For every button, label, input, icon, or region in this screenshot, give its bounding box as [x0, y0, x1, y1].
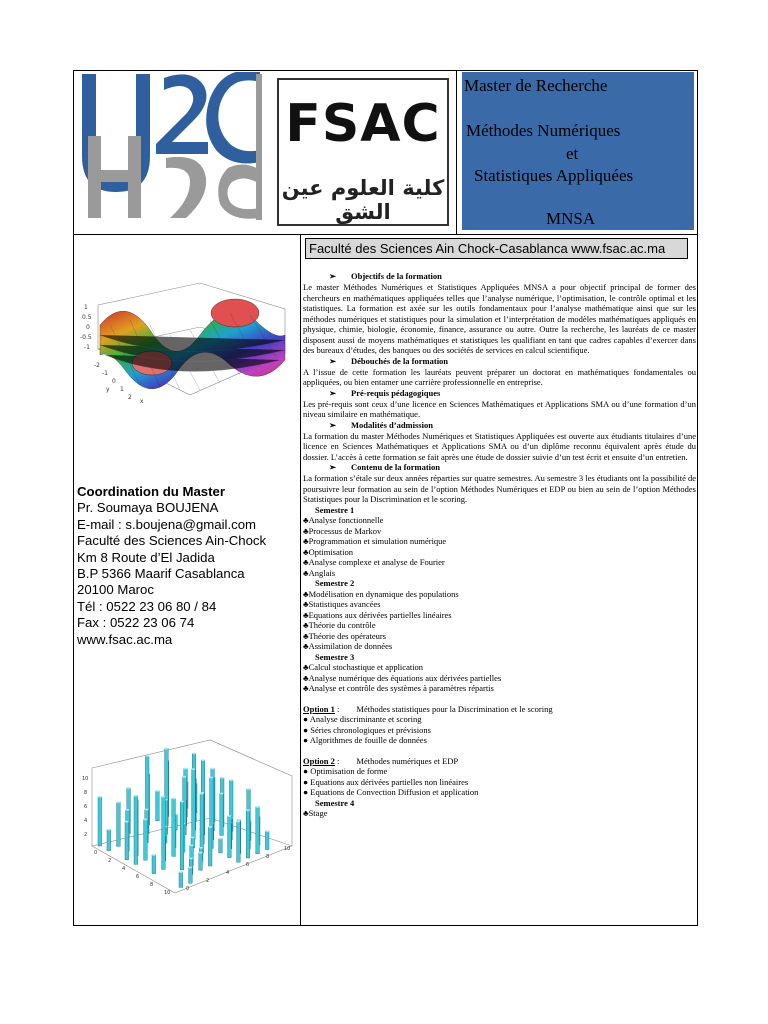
- bar-cap: [144, 819, 148, 821]
- option-heading: Option 1 : Méthodes statistiques pour la Discrimination et le scoring: [303, 703, 553, 714]
- list-item: ♣Stage: [303, 808, 328, 818]
- list-item: ♣Analyse et contrôle des systèmes à paramètres répartis: [303, 683, 494, 693]
- bar3d-plot-figure: [80, 728, 295, 898]
- surface-peak: [211, 299, 259, 327]
- club-icon: ♣: [303, 662, 309, 672]
- list-item: ● Analyse discriminante et scoring: [303, 714, 422, 724]
- axis-label-y: y: [106, 386, 110, 393]
- bar: [125, 822, 129, 860]
- fsac-logo-text: FSAC: [285, 94, 441, 154]
- bar-cap: [156, 790, 160, 792]
- coordination-title: Coordination du Master: [77, 484, 225, 499]
- bar-cap: [107, 829, 111, 831]
- x-tick-label: 4: [122, 866, 126, 872]
- section-heading-prerequis: ➢ Pré-requis pédagogiques: [329, 387, 441, 398]
- list-item: ♣Optimisation: [303, 546, 353, 557]
- club-icon: ♣: [303, 808, 309, 818]
- list-item: ♣Analyse complexe et analyse de Fourier: [303, 557, 445, 567]
- bar: [179, 872, 183, 887]
- list-item: ♣Calcul stochastique et application: [303, 662, 424, 672]
- bar-cap: [208, 826, 212, 828]
- club-icon: ♣: [303, 672, 309, 683]
- bar-cap: [265, 830, 269, 832]
- x-tick-label: 6: [136, 874, 140, 880]
- bar: [144, 819, 148, 860]
- bullet-icon: ●: [303, 724, 309, 735]
- option-heading: Option 2 : Méthodes numériques et EDP: [303, 755, 459, 766]
- coordination-fax: Fax : 0522 23 06 74: [77, 615, 195, 631]
- bar: [200, 794, 204, 853]
- x-tick-label: 8: [150, 882, 154, 888]
- bar: [199, 853, 203, 871]
- section-heading-objectifs: ➢ Objectifs de la formation: [329, 271, 442, 281]
- bar: [219, 839, 223, 853]
- bar: [98, 797, 102, 846]
- club-icon: ♣: [303, 599, 309, 609]
- bar: [246, 810, 250, 858]
- bar: [208, 827, 212, 866]
- z-tick-label: 6: [84, 804, 88, 810]
- club-icon: ♣: [303, 683, 309, 693]
- bar-cap: [127, 787, 131, 789]
- section-text-debouches: A l’issue de cette formation les lauréats peuvent préparer un doctorat en mathématiques fondamentales ou appliquées, ou bien entamer une carrière professionnelle en entreprise.: [303, 366, 696, 387]
- bar-cap: [219, 838, 223, 840]
- section-text-objectifs: Le master Méthodes Numériques et Statistiques Appliquées MNSA a pour objectif principal de former des chercheurs en mathématiques appliquées telles que l’analyse numérique, l’optimisation, le contrôle optimal et les statistiques. La formation est axée sur les outils fondamentaux pour l’analyse mathématique ainsi que sur les méthodes numériques et statistiques pour la simulation et l’interprétation de modèles mathématiques appliqués en physique, chimie, biologie, économie, finance, assurance ou autre. Outre la recherche, les lauréats de ce master disposent aussi de moyens mathématiques et statistiques les qualifiant en tant que cadres capables d’exercer dans des bureaux d’études, des banques ou des sociétés de services en calcul scientifique.: [303, 282, 696, 355]
- list-item: ♣Statistiques avancées: [303, 599, 381, 609]
- bar-cap: [256, 806, 260, 808]
- bar-cap: [179, 871, 183, 873]
- y-tick-label: 10: [284, 846, 291, 852]
- y-tick-label: 4: [226, 870, 230, 876]
- arrow-icon: ➢: [329, 271, 337, 281]
- bar: [162, 797, 166, 870]
- section-text-prerequis: Les pré-requis sont ceux d’une licence en Sciences Mathématiques et Applications SMA ou d’une formation d’un niveau similaire en mathématique.: [303, 398, 696, 419]
- bar: [107, 830, 111, 851]
- bullet-icon: ●: [303, 714, 309, 724]
- y-tick-label: 0: [86, 324, 90, 331]
- semester-heading: Semestre 3: [315, 651, 355, 662]
- axis-label-x: x: [140, 398, 144, 405]
- bar-cap: [228, 815, 232, 817]
- title-line-1: Master de Recherche: [464, 76, 608, 95]
- coordination-phone: Tél : 0522 23 06 80 / 84: [77, 598, 217, 614]
- arrow-icon: ➢: [329, 355, 337, 366]
- list-item: ● Equations aux dérivées partielles non linéaires: [303, 776, 469, 787]
- y-tick-label: -0.5: [80, 334, 92, 341]
- bar-cap: [246, 809, 250, 811]
- bar-cap: [210, 777, 214, 779]
- bar-cap: [220, 793, 224, 795]
- bar: [156, 791, 160, 821]
- coordination-line: B.P 5366 Maarif Casablanca: [77, 566, 245, 582]
- bar: [265, 831, 269, 849]
- club-icon: ♣: [303, 567, 309, 578]
- list-item: ● Séries chronologiques et prévisions: [303, 724, 431, 735]
- arrow-icon: ➢: [329, 387, 337, 398]
- bar-cap: [237, 821, 241, 823]
- faculty-bar: Faculté des Sciences Ain Chock-Casablanca www.fsac.ac.ma: [305, 238, 688, 259]
- bar-cap: [165, 748, 169, 750]
- bar-cap: [98, 796, 102, 798]
- bullet-icon: ●: [303, 766, 309, 776]
- list-item: ♣Assimilation de données: [303, 641, 393, 651]
- y-tick-label: 1: [84, 304, 88, 311]
- bar: [180, 802, 184, 870]
- bullet-icon: ●: [303, 776, 309, 787]
- bar: [189, 867, 193, 883]
- bar-cap: [192, 753, 196, 755]
- section-text-admission: La formation du master Méthodes Numériques et Statistiques Appliquées est ouverte aux étudiants titulaires d’une licence en Sciences Mathématiques et Applications SMA ou d’un diplôme reconnu équivalent après étude du dossier. L’accès à cette formation se fait après une étude de dossier suivie d’un test écrit et ensuite d’un entretien.: [303, 430, 696, 462]
- club-icon: ♣: [303, 525, 309, 536]
- list-item: ● Algorithmes de fouille de données: [303, 735, 427, 745]
- semester-heading: Semestre 2: [315, 578, 355, 588]
- x-tick-label: 0: [94, 850, 98, 856]
- title-line-4: Statistiques Appliquées: [474, 166, 634, 185]
- list-item: ♣Théorie des opérateurs: [303, 630, 386, 641]
- bar-cap: [220, 777, 224, 779]
- bar-cap: [145, 755, 149, 757]
- title-line-5: MNSA: [546, 209, 596, 228]
- bar: [152, 855, 156, 874]
- axis-tick-label: 2: [128, 394, 132, 401]
- club-icon: ♣: [303, 536, 309, 546]
- club-icon: ♣: [303, 546, 309, 557]
- semester-heading: Semestre 4: [315, 797, 355, 808]
- bar-cap: [189, 857, 193, 859]
- club-icon: ♣: [303, 630, 309, 641]
- semester-heading: Semestre 1: [315, 504, 355, 515]
- bar-cap: [190, 845, 194, 847]
- section-heading-admission: ➢ Modalités d’admission: [329, 419, 433, 430]
- title-line-3: et: [566, 144, 579, 163]
- list-item: ● Equations de Convection Diffusion et application: [303, 787, 479, 797]
- list-item: ♣Modélisation en dynamique des populations: [303, 588, 459, 599]
- bar-cap: [211, 768, 215, 770]
- arrow-icon: ➢: [329, 462, 337, 472]
- bar-cap: [184, 768, 188, 770]
- list-item: ♣Programmation et simulation numérique: [303, 536, 447, 546]
- y-tick-label: 8: [266, 854, 270, 860]
- coordination-website: www.fsac.ac.ma: [77, 631, 173, 647]
- club-icon: ♣: [303, 620, 309, 630]
- bar: [220, 793, 224, 835]
- bar: [228, 816, 232, 858]
- fsac-logo-arabic: كلية العلوم عين الشق: [281, 176, 445, 224]
- bar: [172, 798, 176, 856]
- program-content: [303, 271, 696, 819]
- bar-cap: [126, 809, 130, 811]
- section-heading-debouches: ➢ Débouchés de la formation: [329, 355, 449, 366]
- bar-cap: [117, 801, 121, 803]
- club-icon: ♣: [303, 609, 309, 620]
- bar-cap: [247, 788, 251, 790]
- divider-vertical-top: [456, 70, 457, 234]
- y-tick-label: 2: [206, 878, 210, 884]
- axis-tick-label: 0: [112, 378, 116, 385]
- z-tick-label: 8: [84, 790, 88, 796]
- divider-vertical: [300, 234, 301, 926]
- list-item: ♣Analyse fonctionnelle: [303, 515, 384, 525]
- club-icon: ♣: [303, 588, 309, 599]
- z-tick-label: 4: [84, 818, 88, 824]
- bar-cap: [192, 768, 196, 770]
- axis-tick-label: -1: [102, 370, 108, 377]
- z-tick-label: 10: [82, 776, 89, 782]
- bar-cap: [237, 819, 241, 821]
- list-item: ♣Théorie du contrôle: [303, 620, 376, 630]
- fsac-logo: [277, 78, 449, 226]
- bar-cap: [125, 821, 129, 823]
- bar-cap: [191, 837, 195, 839]
- y-tick-label: -1: [84, 344, 90, 351]
- section-heading-contenu: ➢ Contenu de la formation: [329, 462, 441, 472]
- section-text-contenu: La formation s’étale sur deux années réparties sur quatre semestres. Au semestre 3 les étudiants ont la possibilité de poursuivre leur formation au sein de l’option Méthodes Numériques et EDP ou bien au sein de l’option Méthodes Statistiques pour la Discrimination et le scoring.: [303, 473, 697, 504]
- y-tick-label: 0: [186, 886, 190, 892]
- bar-cap: [229, 779, 233, 781]
- z-tick-label: 2: [84, 832, 88, 838]
- axis-tick-label: -2: [94, 362, 100, 369]
- university-logo: [78, 72, 268, 222]
- x-tick-label: 10: [164, 890, 171, 896]
- y-tick-label: 0.5: [82, 314, 92, 321]
- bullet-icon: ●: [303, 787, 309, 797]
- bar-cap: [162, 796, 166, 798]
- bar-cap: [180, 801, 184, 803]
- list-item: ♣Analyse numérique des équations aux dérivées partielles: [303, 672, 502, 683]
- bar: [237, 821, 241, 862]
- bullet-icon: ●: [303, 735, 309, 745]
- bar-cap: [200, 793, 204, 795]
- club-icon: ♣: [303, 641, 309, 651]
- x-tick-label: 2: [108, 858, 112, 864]
- coordination-line: Km 8 Route d’El Jadida: [77, 549, 215, 565]
- bar-cap: [201, 759, 205, 761]
- coordination-line: Faculté des Sciences Ain-Chock: [77, 533, 267, 549]
- arrow-icon: ➢: [329, 419, 337, 430]
- list-item: ♣Equations aux dérivées partielles linéaires: [303, 609, 452, 620]
- bar: [117, 802, 121, 846]
- bar-cap: [152, 854, 156, 856]
- bar: [192, 769, 196, 839]
- bar-cap: [145, 809, 149, 811]
- bar: [256, 807, 260, 854]
- list-item: ♣Anglais: [303, 567, 336, 578]
- bar-cap: [199, 852, 203, 854]
- club-icon: ♣: [303, 557, 309, 567]
- axis-tick-label: 1: [120, 386, 124, 393]
- bar-cap: [199, 847, 203, 849]
- y-tick-label: 6: [246, 862, 250, 868]
- title-line-2: Méthodes Numériques: [466, 121, 621, 140]
- coordination-email: E-mail : s.boujena@gmail.com: [77, 516, 257, 532]
- bar: [134, 796, 138, 865]
- title-box: [462, 72, 694, 230]
- bar-cap: [134, 795, 138, 797]
- surface-plot-figure: [80, 275, 295, 405]
- coordination-block: [77, 484, 297, 648]
- coordination-line: Pr. Soumaya BOUJENA: [77, 500, 219, 516]
- list-item: ● Optimisation de forme: [303, 766, 388, 776]
- bar-cap: [183, 776, 187, 778]
- club-icon: ♣: [303, 515, 309, 525]
- bar-cap: [172, 797, 176, 799]
- bar-cap: [189, 866, 193, 868]
- list-item: ♣Processus de Markov: [303, 525, 382, 536]
- divider-horizontal: [73, 234, 698, 235]
- coordination-line: 20100 Maroc: [77, 582, 154, 598]
